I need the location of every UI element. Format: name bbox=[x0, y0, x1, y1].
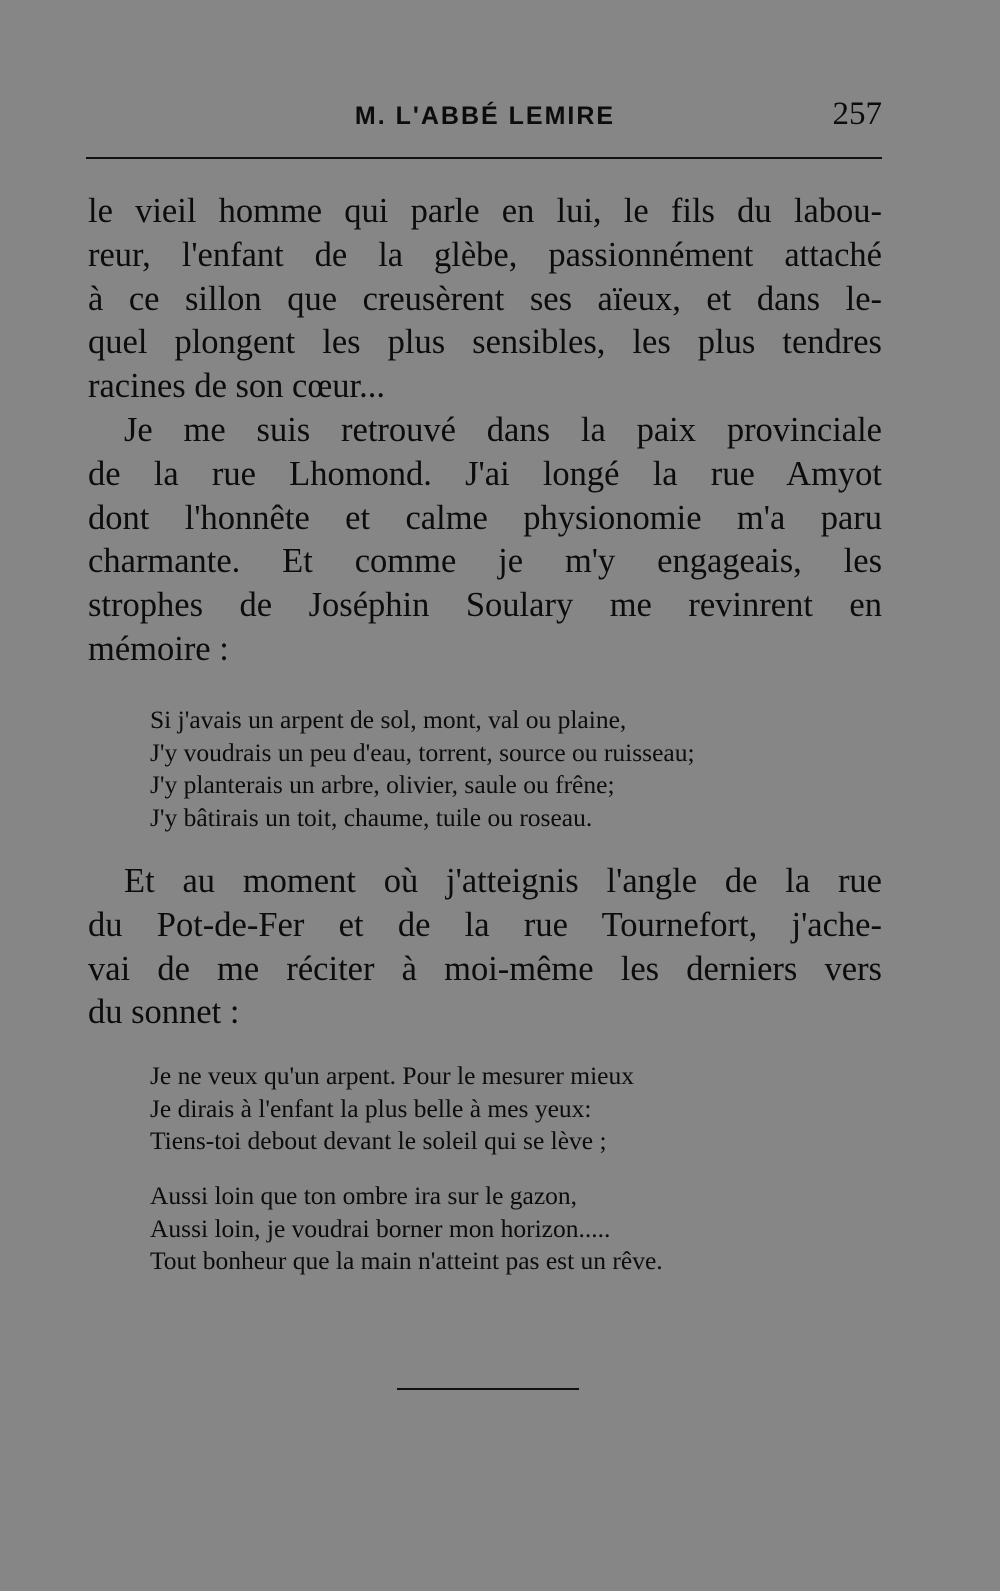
text-line: le vieil homme qui parle en lui, le fils du labou- bbox=[88, 192, 882, 230]
verse-line: Tout bonheur que la main n'atteint pas est un rêve. bbox=[150, 1246, 663, 1275]
text-line: du sonnet : bbox=[88, 993, 240, 1032]
paragraph-1 bbox=[88, 190, 882, 409]
verse-line: J'y voudrais un peu d'eau, torrent, source ou ruisseau; bbox=[150, 737, 695, 767]
verse-line: J'y planterais un arbre, olivier, saule ou frêne; bbox=[150, 770, 615, 799]
page-number: 257 bbox=[832, 96, 882, 132]
verse-line: Aussi loin que ton ombre ira sur le gazon, bbox=[150, 1181, 578, 1210]
page-header bbox=[88, 96, 882, 146]
text-line: racines de son cœur... bbox=[88, 367, 385, 406]
text-line: à ce sillon que creusèrent ses aïeux, et dans le- bbox=[88, 279, 882, 318]
text-line: du Pot-de-Fer et de la rue Tournefort, j'ache- bbox=[88, 905, 882, 944]
verse-line: Je ne veux qu'un arpent. Pour le mesurer mieux bbox=[150, 1061, 635, 1090]
text-line: vai de me réciter à moi-même les derniers vers bbox=[88, 949, 882, 988]
text-line: Et au moment où j'atteignis l'angle de la rue bbox=[124, 862, 882, 900]
text-line: mémoire : bbox=[88, 629, 229, 668]
verse-stanza-2 bbox=[150, 1060, 800, 1158]
text-line: de la rue Lhomond. J'ai longé la rue Amyot bbox=[88, 454, 882, 493]
verse-line: Tiens-toi debout devant le soleil qui se lève ; bbox=[150, 1126, 607, 1155]
text-line: Je me suis retrouvé dans la paix provinciale bbox=[124, 411, 882, 449]
verse-line: J'y bâtirais un toit, chaume, tuile ou roseau. bbox=[150, 802, 593, 832]
paragraph-3 bbox=[88, 860, 882, 1035]
verse-line: Je dirais à l'enfant la plus belle à mes yeux: bbox=[150, 1093, 592, 1123]
text-line: quel plongent les plus sensibles, les plus tendres bbox=[88, 323, 882, 362]
header-rule bbox=[86, 157, 882, 159]
verse-line: Aussi loin, je voudrai borner mon horizon..... bbox=[150, 1213, 611, 1243]
closing-rule bbox=[397, 1388, 579, 1390]
text-line: dont l'honnête et calme physionomie m'a paru bbox=[88, 498, 882, 537]
verse-stanza-1 bbox=[150, 704, 800, 834]
verse-stanza-3 bbox=[150, 1180, 800, 1278]
running-title: M. L'ABBÉ LEMIRE bbox=[354, 102, 616, 130]
text-line: charmante. Et comme je m'y engageais, les bbox=[88, 542, 882, 581]
text-line: reur, l'enfant de la glèbe, passionnément attaché bbox=[88, 235, 882, 274]
text-line: strophes de Joséphin Soulary me revinrent en bbox=[88, 586, 882, 625]
verse-line: Si j'avais un arpent de sol, mont, val ou plaine, bbox=[150, 705, 627, 734]
paragraph-2 bbox=[88, 409, 882, 672]
